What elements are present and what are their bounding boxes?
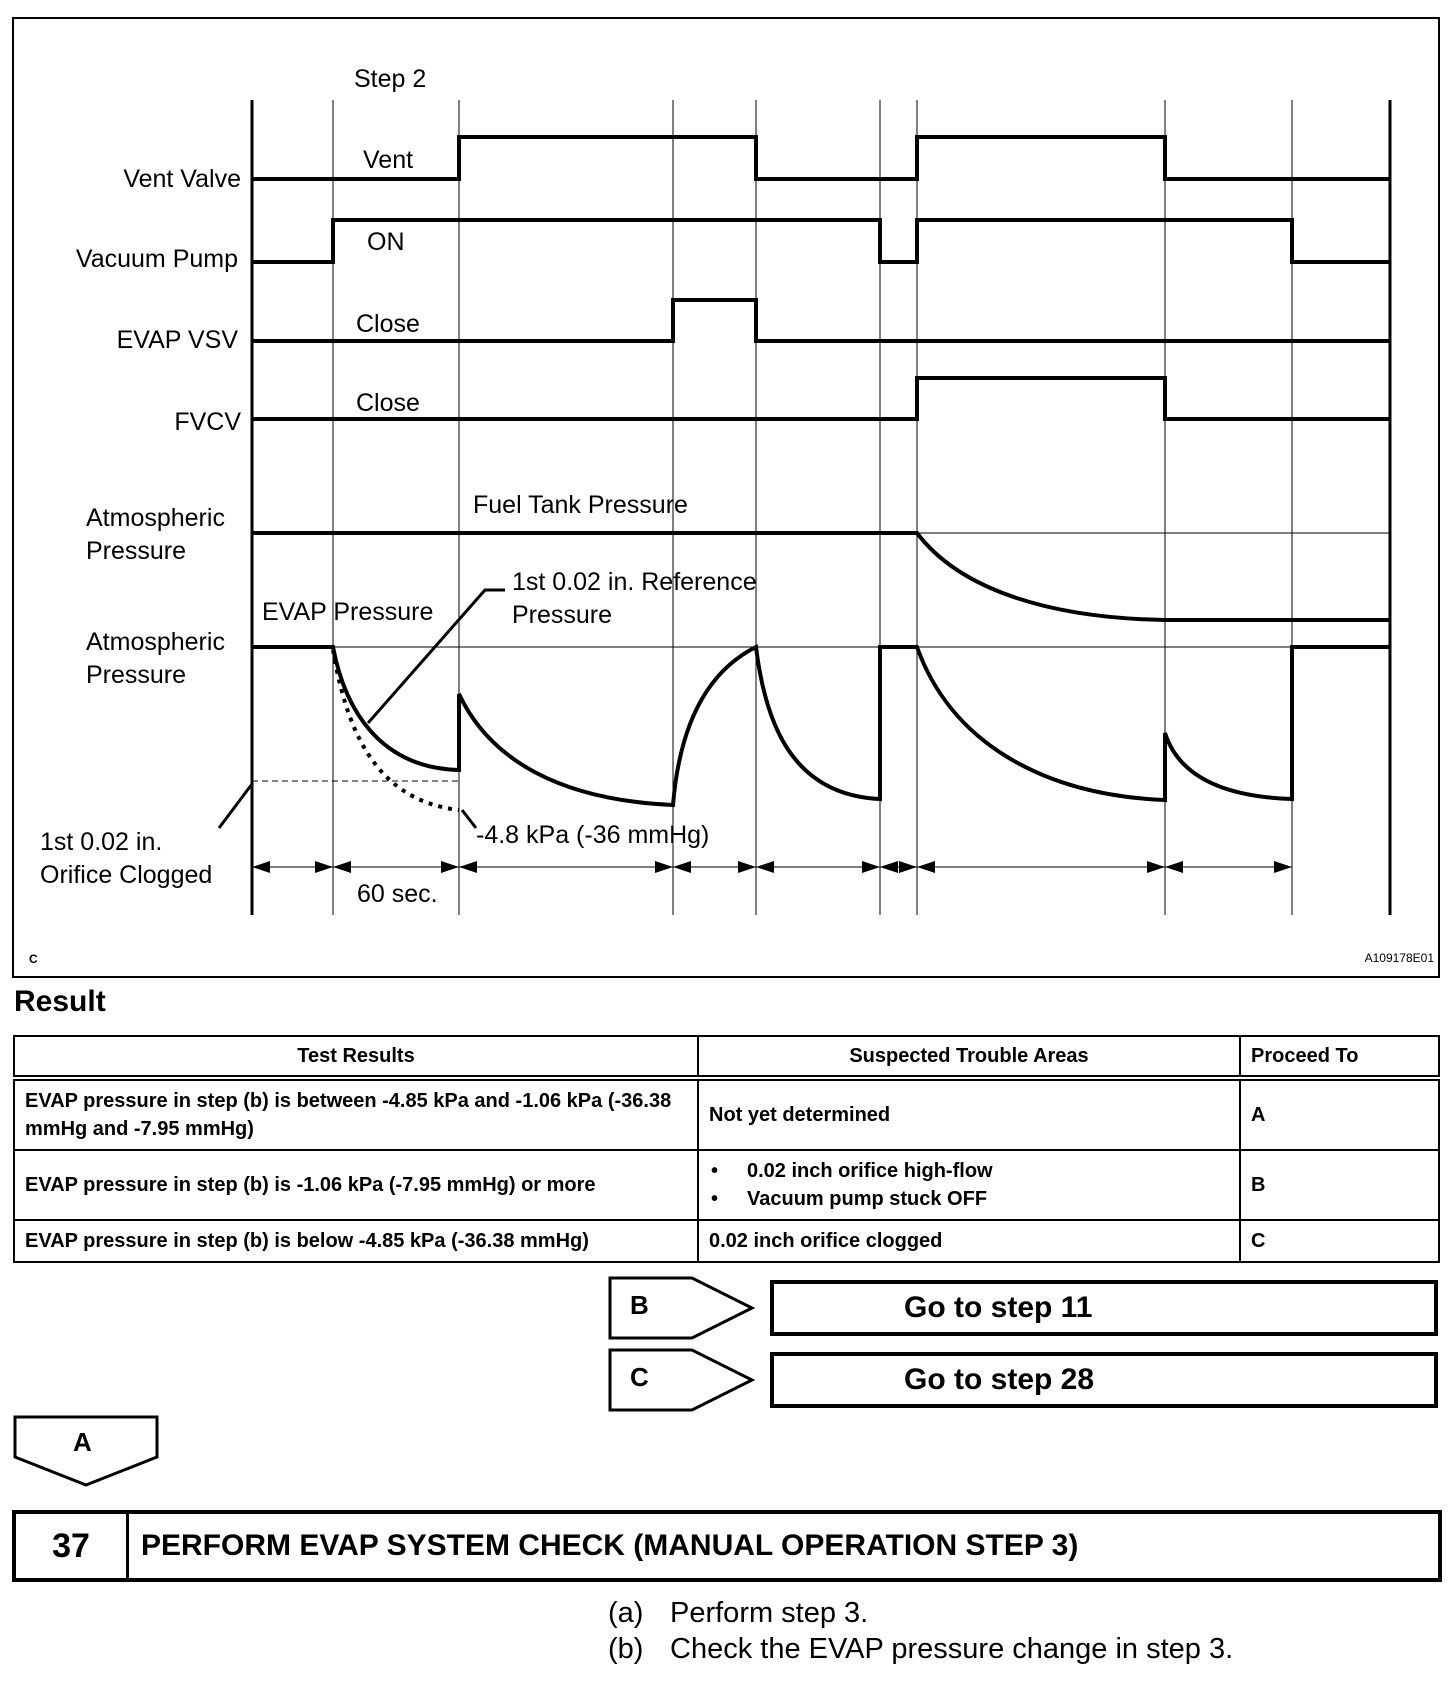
step-title: PERFORM EVAP SYSTEM CHECK (MANUAL OPERATION STEP 3) <box>141 1529 1079 1562</box>
proceed-cell: C <box>1240 1220 1439 1262</box>
reference-pressure-label: 1st 0.02 in. Reference <box>512 568 757 596</box>
clogged-label-2: Orifice Clogged <box>40 861 213 889</box>
suspected-area-cell <box>698 1150 1240 1220</box>
figure-id: A109178E01 <box>1364 951 1434 965</box>
tag-c-arrow-icon <box>608 1348 756 1412</box>
header-proceed-to: Proceed To <box>1240 1036 1439 1078</box>
header-suspected-areas: Suspected Trouble Areas <box>698 1036 1240 1078</box>
instruction-text: Perform step 3. <box>670 1597 869 1629</box>
fuel-tank-axis-label-2: Pressure <box>86 537 187 565</box>
test-result-cell: EVAP pressure in step (b) is below -4.85 kPa (-36.38 mmHg) <box>14 1220 698 1262</box>
fvcv-signal <box>252 378 1390 419</box>
tag-b-arrow-icon <box>608 1276 756 1340</box>
tag-c-label: C <box>630 1362 649 1392</box>
evap-axis-label-2: Pressure <box>86 661 187 689</box>
tag-b-label: B <box>630 1290 649 1320</box>
step-number: 37 <box>16 1514 129 1578</box>
state-label-vent: Vent <box>363 146 414 174</box>
pressure-leader <box>462 810 476 828</box>
table-row <box>14 1078 1439 1150</box>
reference-pressure-label-2: Pressure <box>512 601 613 629</box>
signal-label-vent-valve: Vent Valve <box>123 165 241 193</box>
goto-step-28-link[interactable]: Go to step 28 <box>770 1352 1438 1408</box>
step-instructions <box>608 1595 1233 1667</box>
duration-label: 60 sec. <box>357 880 438 908</box>
state-label-close-vsv: Close <box>356 310 420 338</box>
list-item: • 0.02 inch orifice high-flow <box>709 1157 1229 1185</box>
header-test-results: Test Results <box>14 1036 698 1078</box>
table-header-row <box>14 1036 1439 1078</box>
step-header <box>12 1510 1442 1582</box>
evap-curve-label: EVAP Pressure <box>262 598 434 626</box>
proceed-cell: B <box>1240 1150 1439 1220</box>
instruction-marker: (a) <box>608 1597 644 1629</box>
instruction-item <box>608 1631 1233 1667</box>
clogged-orifice-curve <box>333 650 459 810</box>
pressure-value-label: -4.8 kPa (-36 mmHg) <box>476 821 710 849</box>
continue-a-tag[interactable] <box>13 1415 163 1490</box>
results-table <box>13 1035 1440 1263</box>
fuel-tank-axis-label: Atmospheric <box>86 504 225 532</box>
list-item: • Vacuum pump stuck OFF <box>709 1185 1229 1213</box>
clogged-label: 1st 0.02 in. <box>40 828 163 856</box>
suspected-area-list <box>709 1157 1229 1213</box>
state-label-on: ON <box>367 228 405 256</box>
result-title: Result <box>14 985 106 1018</box>
instruction-marker: (b) <box>608 1633 644 1665</box>
evap-vsv-signal <box>252 300 1390 341</box>
signal-label-fvcv: FVCV <box>174 408 241 436</box>
table-row <box>14 1220 1439 1262</box>
step-label: Step 2 <box>354 65 427 93</box>
test-result-cell: EVAP pressure in step (b) is between -4.85 kPa and -1.06 kPa (-36.38 mmHg and -7.95 mmHg) <box>14 1078 698 1150</box>
suspected-area-cell: 0.02 inch orifice clogged <box>698 1220 1240 1262</box>
table-row <box>14 1150 1439 1220</box>
fuel-tank-curve-label: Fuel Tank Pressure <box>473 491 688 519</box>
goto-step-11-link[interactable]: Go to step 11 <box>770 1280 1438 1336</box>
vent-valve-signal <box>252 137 1390 179</box>
goto-step-b[interactable] <box>608 1276 1438 1340</box>
vacuum-pump-signal <box>252 220 1390 262</box>
corner-label: C <box>29 952 38 966</box>
clogged-leader <box>219 784 252 828</box>
goto-step-c[interactable] <box>608 1348 1438 1412</box>
gridlines <box>252 100 1390 915</box>
proceed-cell: A <box>1240 1078 1439 1150</box>
test-result-cell: EVAP pressure in step (b) is -1.06 kPa (-7.95 mmHg) or more <box>14 1150 698 1220</box>
instruction-text: Check the EVAP pressure change in step 3. <box>670 1633 1234 1665</box>
state-label-close-fvcv: Close <box>356 389 420 417</box>
evap-axis-label: Atmospheric <box>86 628 225 656</box>
signal-label-vacuum-pump: Vacuum Pump <box>75 245 238 273</box>
suspected-area-cell: Not yet determined <box>698 1078 1240 1150</box>
continue-a-label: A <box>73 1427 92 1457</box>
signal-label-evap-vsv: EVAP VSV <box>116 326 238 354</box>
instruction-item <box>608 1595 1233 1631</box>
